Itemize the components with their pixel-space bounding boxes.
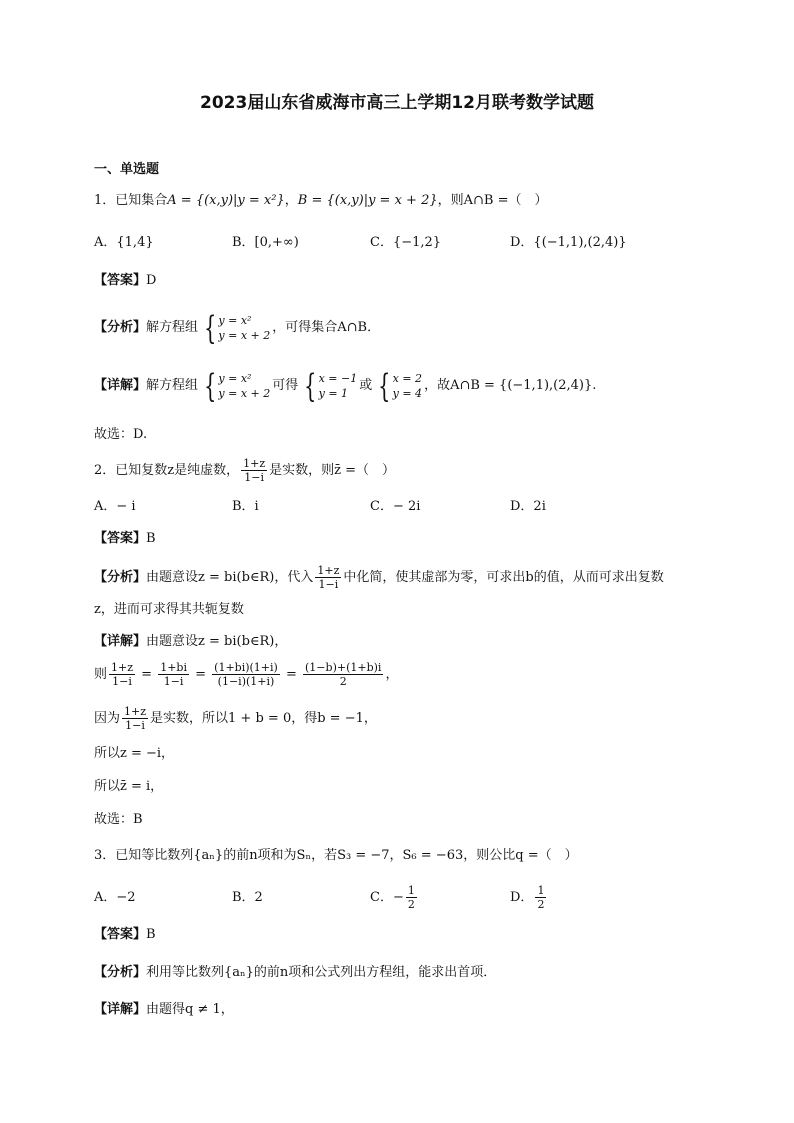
q1-sys2-row1: x = −1	[318, 371, 358, 385]
q1-stem	[94, 191, 547, 211]
q2-analysis	[94, 562, 664, 594]
q2-af-num: 1+z	[317, 564, 340, 577]
analysis-label: 【分析】	[94, 965, 147, 980]
q1-analysis-a: 解方程组	[146, 320, 199, 335]
q2-f1-den: 1−i	[112, 675, 132, 688]
q3-answer	[94, 925, 156, 945]
q2-eq-suffix: ，	[385, 667, 399, 682]
q1-system-2: { x = −1 y = 1	[304, 366, 358, 405]
q1-detail-d: ，故A∩B = {(−1,1),(2,4)}.	[424, 378, 597, 393]
q2-answer-value: B	[146, 531, 156, 546]
q3-answer-value: B	[146, 927, 156, 942]
q2-f4-den: 2	[339, 675, 347, 688]
q2-f3-num: (1+bi)(1+i)	[214, 661, 278, 674]
answer-label: 【答案】	[94, 927, 147, 942]
q1-sep: ，	[284, 193, 298, 208]
q2-detail-a: 由题意设z = bi(b∈R)，	[146, 634, 288, 649]
q2-stem-fraction	[241, 457, 267, 484]
q1-sys1b-row2: y = x + 2	[218, 386, 271, 400]
q1-detail-c: 或	[359, 378, 373, 393]
q2-because-b: 是实数，所以1 + b = 0，得b = −1，	[150, 711, 377, 726]
q1-answer-value: D	[146, 273, 157, 288]
q2-because-a: 因为	[94, 711, 121, 726]
q1-stem-a: 1．已知集合	[94, 193, 168, 208]
q2-analysis-a: 由题意设z = bi(b∈R)，代入	[146, 570, 314, 585]
q1-option-a: A．{1,4}	[94, 235, 154, 250]
q1-conclusion: 故选：D.	[94, 427, 148, 442]
q2-eq-frac-3	[212, 661, 280, 688]
q1-detail-b: 可得	[272, 378, 299, 393]
q2-stem	[94, 455, 395, 487]
q2-conclusion: 故选：B	[94, 812, 143, 827]
q1-detail-a: 解方程组	[146, 378, 199, 393]
q2-f2-num: 1+bi	[160, 661, 187, 674]
q2-frac-num: 1+z	[243, 457, 266, 470]
q3-analysis-text: 利用等比数列{aₙ}的前n项和公式列出方程组，能求出首项．	[146, 965, 497, 980]
q1-option-d: D．{(−1,1),(2,4)}	[510, 235, 627, 250]
q2-af-den: 1−i	[318, 578, 339, 591]
q1-answer	[94, 271, 156, 291]
q3-detail	[94, 1000, 234, 1020]
q3-option-c-label: C．−	[370, 890, 404, 905]
q2-because-fraction	[122, 705, 148, 732]
q2-so-1: 所以z = −i，	[94, 746, 175, 761]
q3-option-c-fraction	[406, 884, 417, 911]
q3-d-num: 1	[537, 884, 545, 897]
q2-option-a: A．− i	[94, 499, 136, 514]
q3-c-num: 1	[407, 884, 415, 897]
q2-stem-a: 2．已知复数z是纯虚数，	[94, 463, 240, 478]
q3-stem: 3．已知等比数列{aₙ}的前n项和为Sₙ，若S₃ = −7，S₆ = −63，则公比q =（ ）	[94, 848, 578, 863]
answer-label: 【答案】	[94, 273, 147, 288]
q1-system-1: { y = x² y = x + 2	[204, 308, 271, 347]
q1-detail	[94, 368, 596, 404]
q3-option-b: B．2	[232, 890, 263, 905]
q2-f3-den: (1−i)(1+i)	[217, 675, 275, 688]
q2-option-d: D．2i	[510, 499, 546, 514]
q3-option-c	[370, 882, 419, 914]
q2-option-b: B．i	[232, 499, 259, 514]
answer-label: 【答案】	[94, 531, 147, 546]
q1-sys3-row1: x = 2	[392, 371, 423, 385]
q2-stem-c: z̄ =（ ）	[334, 463, 396, 478]
detail-label: 【详解】	[94, 1002, 147, 1017]
q3-option-a: A．−2	[94, 890, 136, 905]
q2-bf-num: 1+z	[124, 705, 147, 718]
q2-analysis-b: 中化简，使其虚部为零，可求出b的值，从而可求出复数	[343, 570, 664, 585]
q3-analysis	[94, 963, 496, 983]
q2-stem-b: 是实数，则	[269, 463, 335, 478]
q2-answer	[94, 529, 156, 549]
q2-analysis-fraction	[315, 564, 341, 591]
q1-sys1-row2: y = x + 2	[218, 328, 271, 342]
q2-equation: 则 $\frac{1+z}{1-i}$ = $\frac{1+bi}{1-i}$ = $\frac{(1+bi)(1+i)}{(1-i)(1+i)}$ = $\frac{(1-b)+(1+b)i}{2}$ ，	[94, 661, 399, 688]
q3-option-d-label: D．	[510, 890, 534, 905]
q2-f2-den: 1−i	[163, 675, 184, 688]
q2-f1-num: 1+z	[111, 661, 134, 674]
q3-option-d	[510, 882, 548, 914]
q1-ask: ，则A∩B =（ ）	[437, 193, 548, 208]
q2-because	[94, 703, 377, 735]
detail-label: 【详解】	[94, 378, 147, 393]
q1-set-a: A = {(x,y)|y = x²}	[167, 193, 285, 208]
q1-sys2-row2: y = 1	[318, 386, 349, 400]
q2-so-2: 所以z̄ = i，	[94, 779, 164, 794]
q2-bf-den: 1−i	[125, 719, 145, 732]
page-title: 2023届山东省威海市高三上学期12月联考数学试题	[200, 93, 594, 113]
q2-option-c: C．− 2i	[370, 499, 421, 514]
q2-eq-frac-2	[158, 661, 189, 688]
q1-system-3: { x = 2 y = 4	[378, 366, 423, 405]
detail-label: 【详解】	[94, 634, 147, 649]
q1-option-c: C．{−1,2}	[370, 235, 442, 250]
q2-eq-frac-1	[109, 661, 135, 688]
q1-option-b: B．[0,+∞)	[232, 235, 299, 250]
q2-eq-prefix: 则	[94, 667, 108, 682]
q3-detail-text: 由题得q ≠ 1，	[146, 1002, 234, 1017]
q3-option-d-fraction	[535, 884, 546, 911]
q1-analysis-b: ，可得集合A∩B．	[272, 320, 381, 335]
q3-c-den: 2	[407, 898, 415, 911]
section-heading: 一、单选题	[94, 162, 160, 177]
q1-system-1b: { y = x² y = x + 2	[204, 366, 271, 405]
q2-analysis-c: z，进而可求得其共轭复数	[94, 602, 244, 617]
q2-detail	[94, 632, 287, 652]
q1-analysis	[94, 310, 380, 346]
q1-sys1-row1: y = x²	[218, 313, 252, 327]
q3-d-den: 2	[537, 898, 545, 911]
q1-sys3-row2: y = 4	[392, 386, 423, 400]
q2-f4-num: (1−b)+(1+b)i	[305, 661, 382, 674]
analysis-label: 【分析】	[94, 320, 147, 335]
q1-set-b: B = {(x,y)|y = x + 2}	[297, 193, 438, 208]
analysis-label: 【分析】	[94, 570, 147, 585]
q1-sys1b-row1: y = x²	[218, 371, 252, 385]
q2-eq-frac-4	[303, 661, 383, 688]
q2-frac-den: 1−i	[244, 471, 264, 484]
